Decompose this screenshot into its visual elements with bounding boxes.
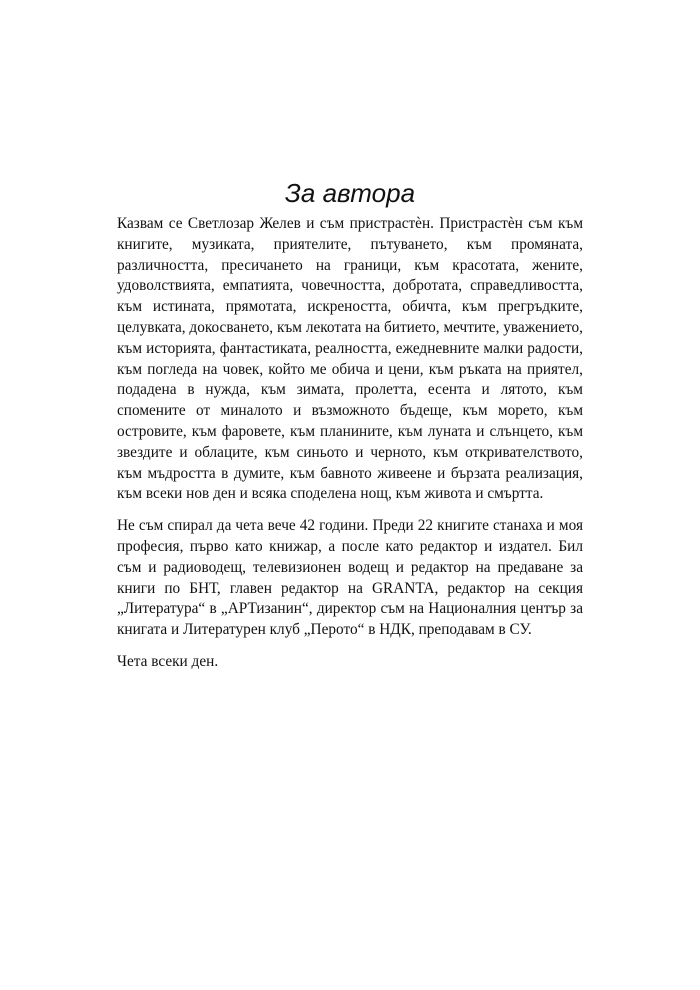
paragraph-career: Не съм спирал да чета вече 42 години. Преди 22 книгите станаха и моя професия, първо като книжар, а после като редактор и издател. Бил съм и радиоводещ, телевизионен водещ и редактор на предаване за книги по БНТ, главен редактор на GRANTA, редактор на секция „Литература“ в „АРТизанин“, директор съм на Националния център за книгата и Литературен клуб „Перото“ в НДК, преподавам в СУ. — [117, 517, 583, 639]
paragraph-closing: Чета всеки ден. — [117, 652, 219, 670]
paragraph-intro: Казвам се Светлозар Желев и съм пристрастѐн. Пристрастѐн съм към книгите, музиката, приятелите, пътуването, към промяната, различността, пресичането на граници, към красотата, жените, удоволствията, емпатията, човечността, добротата, справедливостта, към истината, прямотата, искреността, обичта, към прегръдките, целувката, докосването, към лекотата на битието, мечтите, уважението, към историята, фантастиката, реалността, ежедневните малки радости, към погледа на човек, който ме обича и цени, към ръката на приятел, подадена в нужда, към зимата, пролетта, есента и лятото, към спомените от миналото и възможното бъдеще, към морето, към островите, към фаровете, към планините, към луната и слънцето, към звездите и облаците, към синьото и черното, към откривателството, към мъдростта в думите, към бавното живеене и бързата реализация, към всеки нов ден и всяка споделена нощ, към живота и смъртта. — [117, 215, 583, 503]
document-body — [117, 178, 583, 684]
page-title: За автора — [284, 178, 416, 208]
